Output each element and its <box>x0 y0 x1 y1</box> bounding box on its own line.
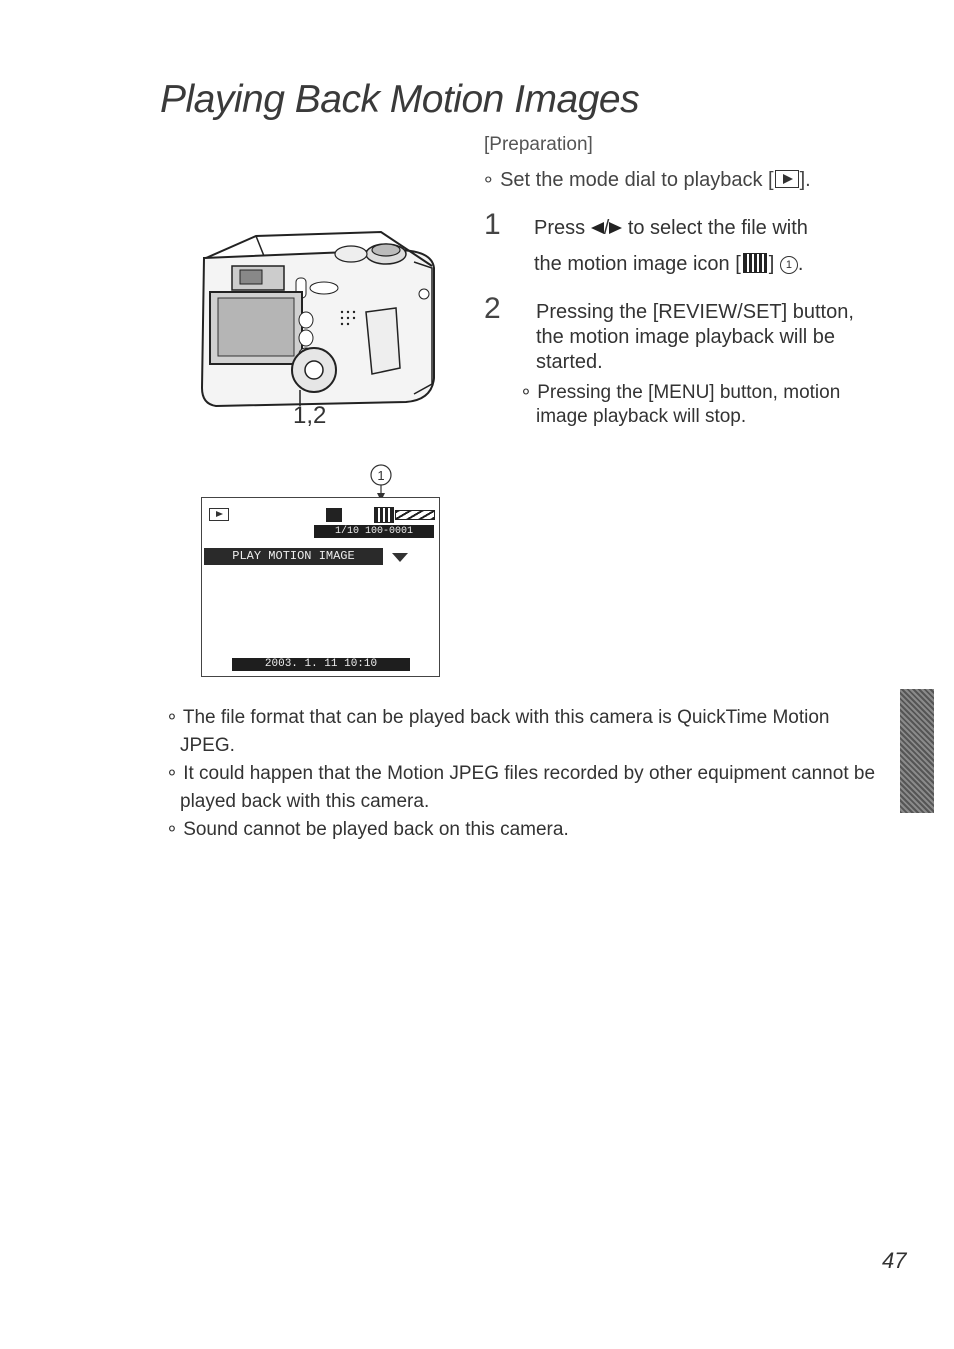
bullet-dot: ∘ <box>482 169 501 191</box>
preparation-text-end: ]. <box>799 169 811 191</box>
note-item: ∘ The file format that can be played back with this camera is QuickTime Motion JPEG. <box>166 707 830 756</box>
date-time: 2003. 1. 11 10:10 <box>232 658 410 671</box>
left-arrow-icon <box>591 222 604 234</box>
step-2-number: 2 <box>484 292 501 325</box>
step-1-number: 1 <box>484 208 501 241</box>
motion-image-icon <box>743 253 767 273</box>
note-text: Sound cannot be played back on this camera. <box>183 819 569 840</box>
lcd-screen <box>201 497 440 677</box>
step-2-sub-text: Pressing the [MENU] button, motion image playback will stop. <box>536 382 841 427</box>
menu-label: PLAY MOTION IMAGE <box>204 548 383 565</box>
camera-drawing <box>196 228 446 428</box>
playback-icon <box>775 170 799 188</box>
step-2-text: Pressing the [REVIEW/SET] button, the motion image playback will be started. <box>536 301 854 373</box>
battery-icon <box>395 510 435 520</box>
section-tab <box>900 689 934 813</box>
page-title: Playing Back Motion Images <box>160 78 640 121</box>
preparation-bullet <box>482 167 811 192</box>
playback-mode-icon <box>209 508 229 521</box>
preparation-label: [Preparation] <box>484 134 593 155</box>
step-1-line2-end: ] <box>768 253 775 275</box>
notes-list <box>166 704 886 844</box>
step-1-press: Press <box>534 217 586 239</box>
page-number: 47 <box>882 1248 907 1273</box>
step-1-text: Press / to select the file with the motion image icon [ ] 1 . <box>534 217 808 275</box>
note-text: It could happen that the Motion JPEG files recorded by other equipment cannot be played back with this camera. <box>180 763 876 812</box>
camera-illustration <box>196 228 446 428</box>
callout-1-marker: 1 <box>780 256 798 274</box>
down-arrow-icon <box>392 553 408 562</box>
file-counter: 1/10 100-0001 <box>314 525 434 538</box>
right-arrow-icon <box>609 222 622 234</box>
preparation-text: Set the mode dial to playback [ <box>500 169 774 191</box>
step-1-mid: to select the file with <box>627 217 808 239</box>
camera-step-label: 1,2 <box>293 402 327 429</box>
bullet-dot: ∘ <box>520 382 538 403</box>
note-item: ∘ Sound cannot be played back on this camera. <box>166 819 569 840</box>
step-1-line2: the motion image icon [ <box>534 253 741 275</box>
callout-1-text: 1 <box>377 468 385 483</box>
motion-image-icon-screen <box>374 507 394 523</box>
note-item: ∘ It could happen that the Motion JPEG files recorded by other equipment cannot be played back with this camera. <box>166 763 876 812</box>
protect-icon <box>326 508 342 522</box>
step-2-sub-bullet <box>520 381 896 429</box>
note-text: The file format that can be played back with this camera is QuickTime Motion JPEG. <box>180 707 830 756</box>
